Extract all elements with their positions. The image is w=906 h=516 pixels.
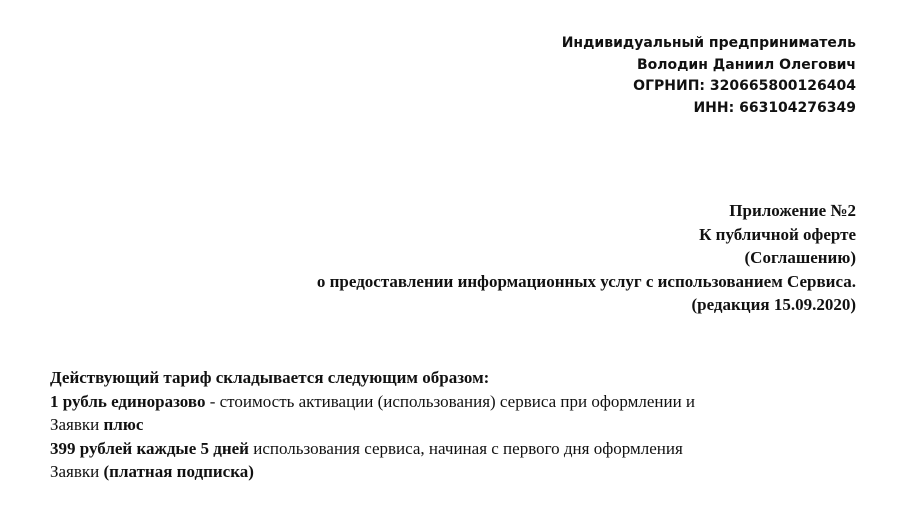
subscription-description: использования сервиса, начиная с первого дня оформления: [248, 438, 683, 458]
appendix-offer: К публичной оферте: [699, 224, 856, 244]
issuer-ogrnip: ОГРНИП: 320665800126404: [633, 78, 856, 94]
tariff-item-activation: [50, 390, 870, 414]
appendix-agreement: (Соглашению): [744, 248, 856, 267]
issuer-inn: ИНН: 663104276349: [693, 99, 856, 116]
activation-price: 1 рубль единоразово: [50, 391, 206, 411]
appendix-edition: (редакция 15.09.2020): [691, 295, 856, 314]
appendix-header: [317, 199, 856, 317]
tariff-heading: Действующий тариф складывается следующим образом:: [50, 368, 490, 387]
appendix-number: Приложение №2: [729, 201, 856, 220]
tariff-item-activation-cont: [50, 413, 870, 437]
tariff-item-subscription: [50, 437, 870, 461]
subscription-paid-label: (платная подписка): [103, 462, 254, 481]
issuer-title: Индивидуальный предприниматель: [561, 35, 856, 51]
activation-plus: плюс: [103, 415, 144, 434]
subscription-price: 399 рублей каждые 5 дней: [50, 438, 249, 458]
appendix-subject: о предоставлении информационных услуг с использованием Сервиса.: [316, 271, 856, 291]
issuer-name: Володин Даниил Олегович: [636, 56, 856, 73]
tariff-item-subscription-cont: [50, 460, 870, 484]
subscription-description-cont: Заявки: [50, 462, 104, 481]
tariff-section: [50, 366, 870, 484]
issuer-block: [562, 33, 856, 119]
activation-description: - стоимость активации (использования) сервиса при оформлении и: [205, 391, 696, 411]
activation-description-cont: Заявки: [50, 415, 104, 434]
